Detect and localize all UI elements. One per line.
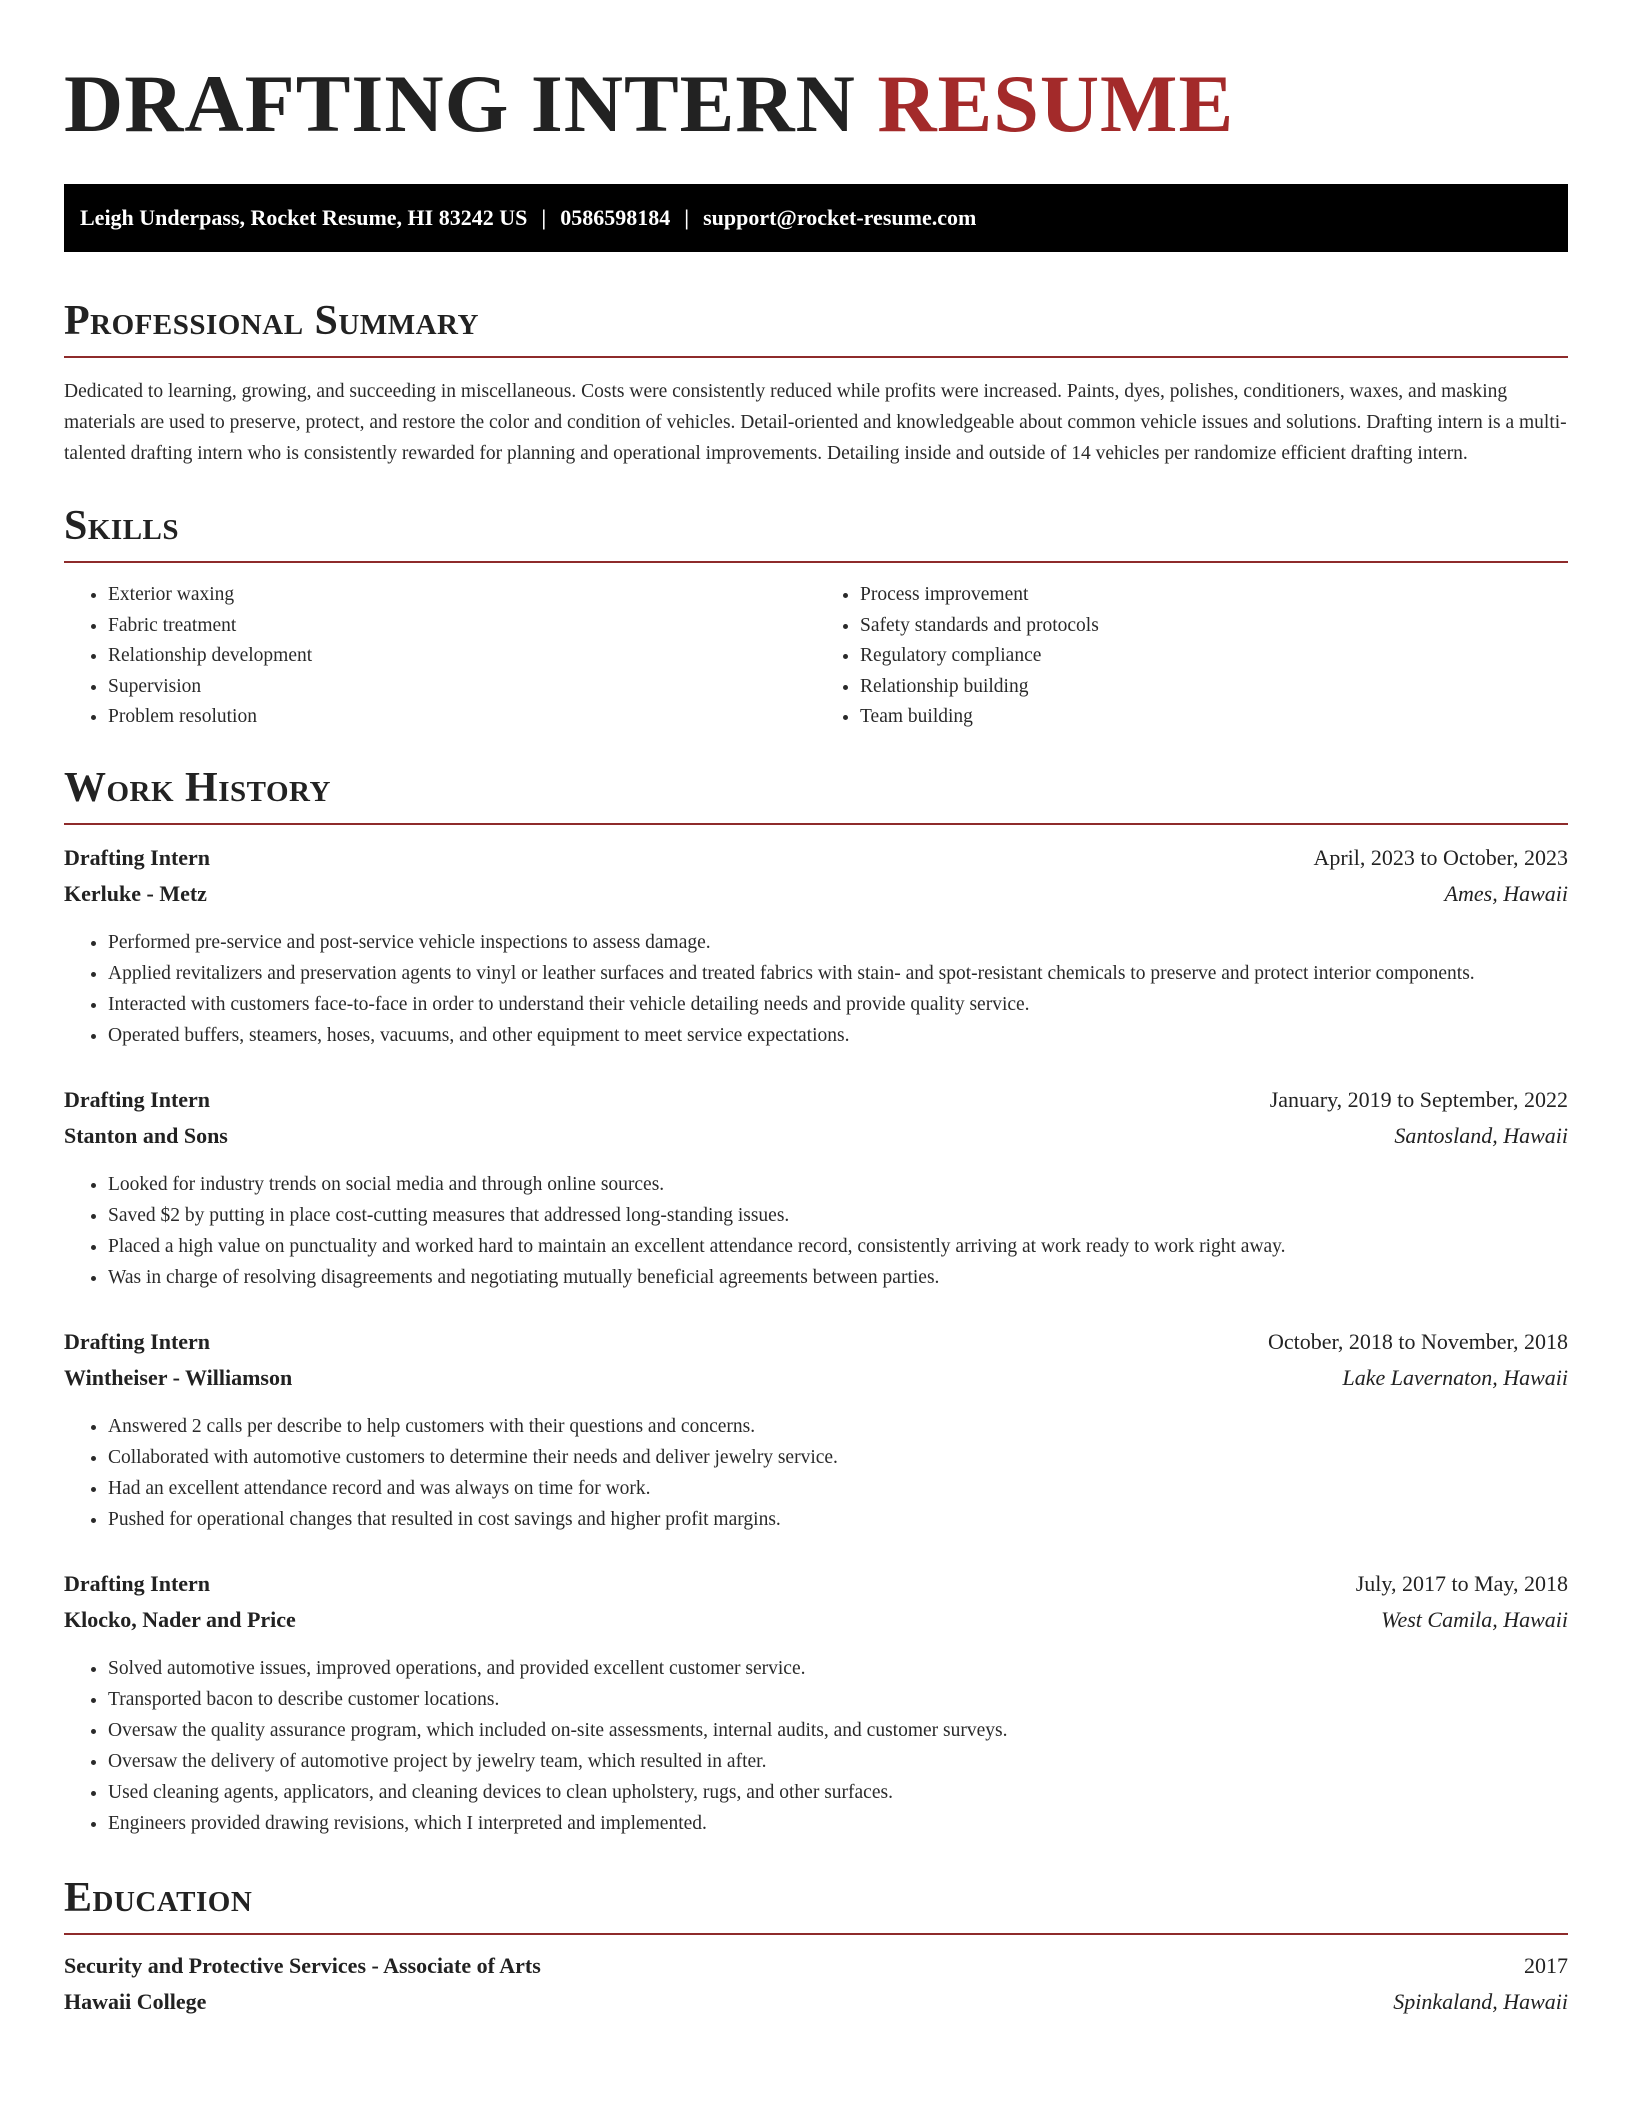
job-location: Lake Lavernaton, Hawaii bbox=[1342, 1364, 1568, 1390]
job-bullet: • Answered 2 calls per describe to help customers with their questions and concerns. bbox=[108, 1411, 1568, 1442]
job-bullet: • Operated buffers, steamers, hoses, vacuums, and other equipment to meet service expectations. bbox=[108, 1020, 1568, 1051]
skills-column-left bbox=[64, 580, 816, 733]
education-degree: Security and Protective Services - Associate of Arts bbox=[64, 1952, 541, 1978]
summary-text: Dedicated to learning, growing, and succeeding in miscellaneous. Costs were consistently reduced while profits were increased. Paints, dyes, polishes, conditioners, waxes, and masking materials are used to preserve, protect, and restore the color and condition of vehicles. Detail-oriented and knowledgeable about common vehicle issues and solutions. Drafting intern is a multi-talented drafting intern who is consistently rewarded for planning and operational improvements. Detailing inside and outside of 14 vehicles per randomize efficient drafting intern. bbox=[64, 381, 1567, 464]
job-company: Wintheiser - Williamson bbox=[64, 1364, 293, 1390]
contact-address: Leigh Underpass, Rocket Resume, HI 83242 US bbox=[80, 205, 528, 230]
skill-item: • Relationship building bbox=[860, 672, 1568, 703]
job-bullet: • Engineers provided drawing revisions, which I interpreted and implemented. bbox=[108, 1808, 1568, 1839]
contact-bar bbox=[64, 184, 1568, 252]
job-bullet: • Was in charge of resolving disagreements and negotiating mutually beneficial agreements between parties. bbox=[108, 1262, 1568, 1293]
education-year: 2017 bbox=[1524, 1952, 1568, 1978]
section-title-skills: Skills bbox=[64, 503, 180, 549]
skill-item: • Regulatory compliance bbox=[860, 641, 1568, 672]
contact-email: support@rocket-resume.com bbox=[703, 205, 977, 230]
job-company: Kerluke - Metz bbox=[64, 880, 207, 906]
contact-separator: | bbox=[541, 205, 547, 230]
job-bullets bbox=[64, 1411, 1568, 1535]
job-bullet: • Had an excellent attendance record and was always on time for work. bbox=[108, 1473, 1568, 1504]
job-bullet: • Performed pre-service and post-service vehicle inspections to assess damage. bbox=[108, 927, 1568, 958]
section-title-summary: Professional Summary bbox=[64, 298, 479, 344]
job-title: Drafting Intern bbox=[64, 1086, 211, 1112]
section-title-work-history: Work History bbox=[64, 764, 331, 811]
job-bullet: • Saved $2 by putting in place cost-cutting measures that addressed long-standing issues. bbox=[108, 1200, 1568, 1231]
job-company: Klocko, Nader and Price bbox=[64, 1606, 296, 1632]
skill-item: • Process improvement bbox=[860, 580, 1568, 611]
job-dates: January, 2019 to September, 2022 bbox=[1269, 1086, 1568, 1112]
section-divider bbox=[64, 1933, 1568, 1935]
contact-phone: 0586598184 bbox=[560, 205, 671, 230]
skill-item: • Fabric treatment bbox=[108, 611, 816, 642]
job-entry bbox=[64, 1087, 1568, 1293]
job-bullet: • Interacted with customers face-to-face in order to understand their vehicle detailing needs and provide quality service. bbox=[108, 989, 1568, 1020]
job-title: Drafting Intern bbox=[64, 1570, 211, 1596]
title-accent: RESUME bbox=[877, 58, 1235, 149]
job-bullet: • Transported bacon to describe customer locations. bbox=[108, 1684, 1568, 1715]
job-entry bbox=[64, 1571, 1568, 1839]
skill-item: • Problem resolution bbox=[108, 702, 816, 733]
resume-title bbox=[64, 0, 1568, 152]
section-title-education: Education bbox=[64, 1874, 253, 1921]
job-title: Drafting Intern bbox=[64, 844, 211, 870]
section-divider bbox=[64, 561, 1568, 563]
education-entry bbox=[64, 1953, 1568, 2025]
skill-item: • Safety standards and protocols bbox=[860, 611, 1568, 642]
job-bullet: • Pushed for operational changes that resulted in cost savings and higher profit margins. bbox=[108, 1504, 1568, 1535]
skills-column-right bbox=[816, 580, 1568, 733]
job-location: Ames, Hawaii bbox=[1444, 880, 1568, 906]
job-bullet: • Oversaw the delivery of automotive project by jewelry team, which resulted in after. bbox=[108, 1746, 1568, 1777]
job-company: Stanton and Sons bbox=[64, 1122, 228, 1148]
job-title: Drafting Intern bbox=[64, 1328, 211, 1354]
skills-list bbox=[64, 580, 1568, 733]
contact-separator: | bbox=[684, 205, 690, 230]
job-bullet: • Solved automotive issues, improved operations, and provided excellent customer service. bbox=[108, 1653, 1568, 1684]
education-school: Hawaii College bbox=[64, 1988, 207, 2014]
job-bullets bbox=[64, 1653, 1568, 1839]
job-bullet: • Looked for industry trends on social media and through online sources. bbox=[108, 1169, 1568, 1200]
section-divider bbox=[64, 823, 1568, 825]
job-dates: October, 2018 to November, 2018 bbox=[1267, 1328, 1568, 1354]
skill-item: • Exterior waxing bbox=[108, 580, 816, 611]
job-location: Santosland, Hawaii bbox=[1394, 1122, 1568, 1148]
job-bullet: • Placed a high value on punctuality and worked hard to maintain an excellent attendance record, consistently arriving at work ready to work right away. bbox=[108, 1231, 1568, 1262]
education-location: Spinkaland, Hawaii bbox=[1393, 1988, 1568, 2014]
skill-item: • Team building bbox=[860, 702, 1568, 733]
skill-item: • Supervision bbox=[108, 672, 816, 703]
job-entry bbox=[64, 845, 1568, 1051]
job-bullets bbox=[64, 927, 1568, 1051]
title-main: DRAFTING INTERN bbox=[64, 58, 856, 149]
job-location: West Camila, Hawaii bbox=[1381, 1606, 1568, 1632]
job-dates: July, 2017 to May, 2018 bbox=[1355, 1570, 1568, 1596]
job-dates: April, 2023 to October, 2023 bbox=[1313, 844, 1568, 870]
skill-item: • Relationship development bbox=[108, 641, 816, 672]
job-bullet: • Oversaw the quality assurance program, which included on-site assessments, internal audits, and customer surveys. bbox=[108, 1715, 1568, 1746]
section-divider bbox=[64, 356, 1568, 358]
job-bullets bbox=[64, 1169, 1568, 1293]
job-bullet: • Used cleaning agents, applicators, and cleaning devices to clean upholstery, rugs, and other surfaces. bbox=[108, 1777, 1568, 1808]
job-entry bbox=[64, 1329, 1568, 1535]
job-bullet: • Applied revitalizers and preservation agents to vinyl or leather surfaces and treated fabrics with stain- and spot-resistant chemicals to preserve and protect interior components. bbox=[108, 958, 1568, 989]
job-bullet: • Collaborated with automotive customers to determine their needs and deliver jewelry service. bbox=[108, 1442, 1568, 1473]
